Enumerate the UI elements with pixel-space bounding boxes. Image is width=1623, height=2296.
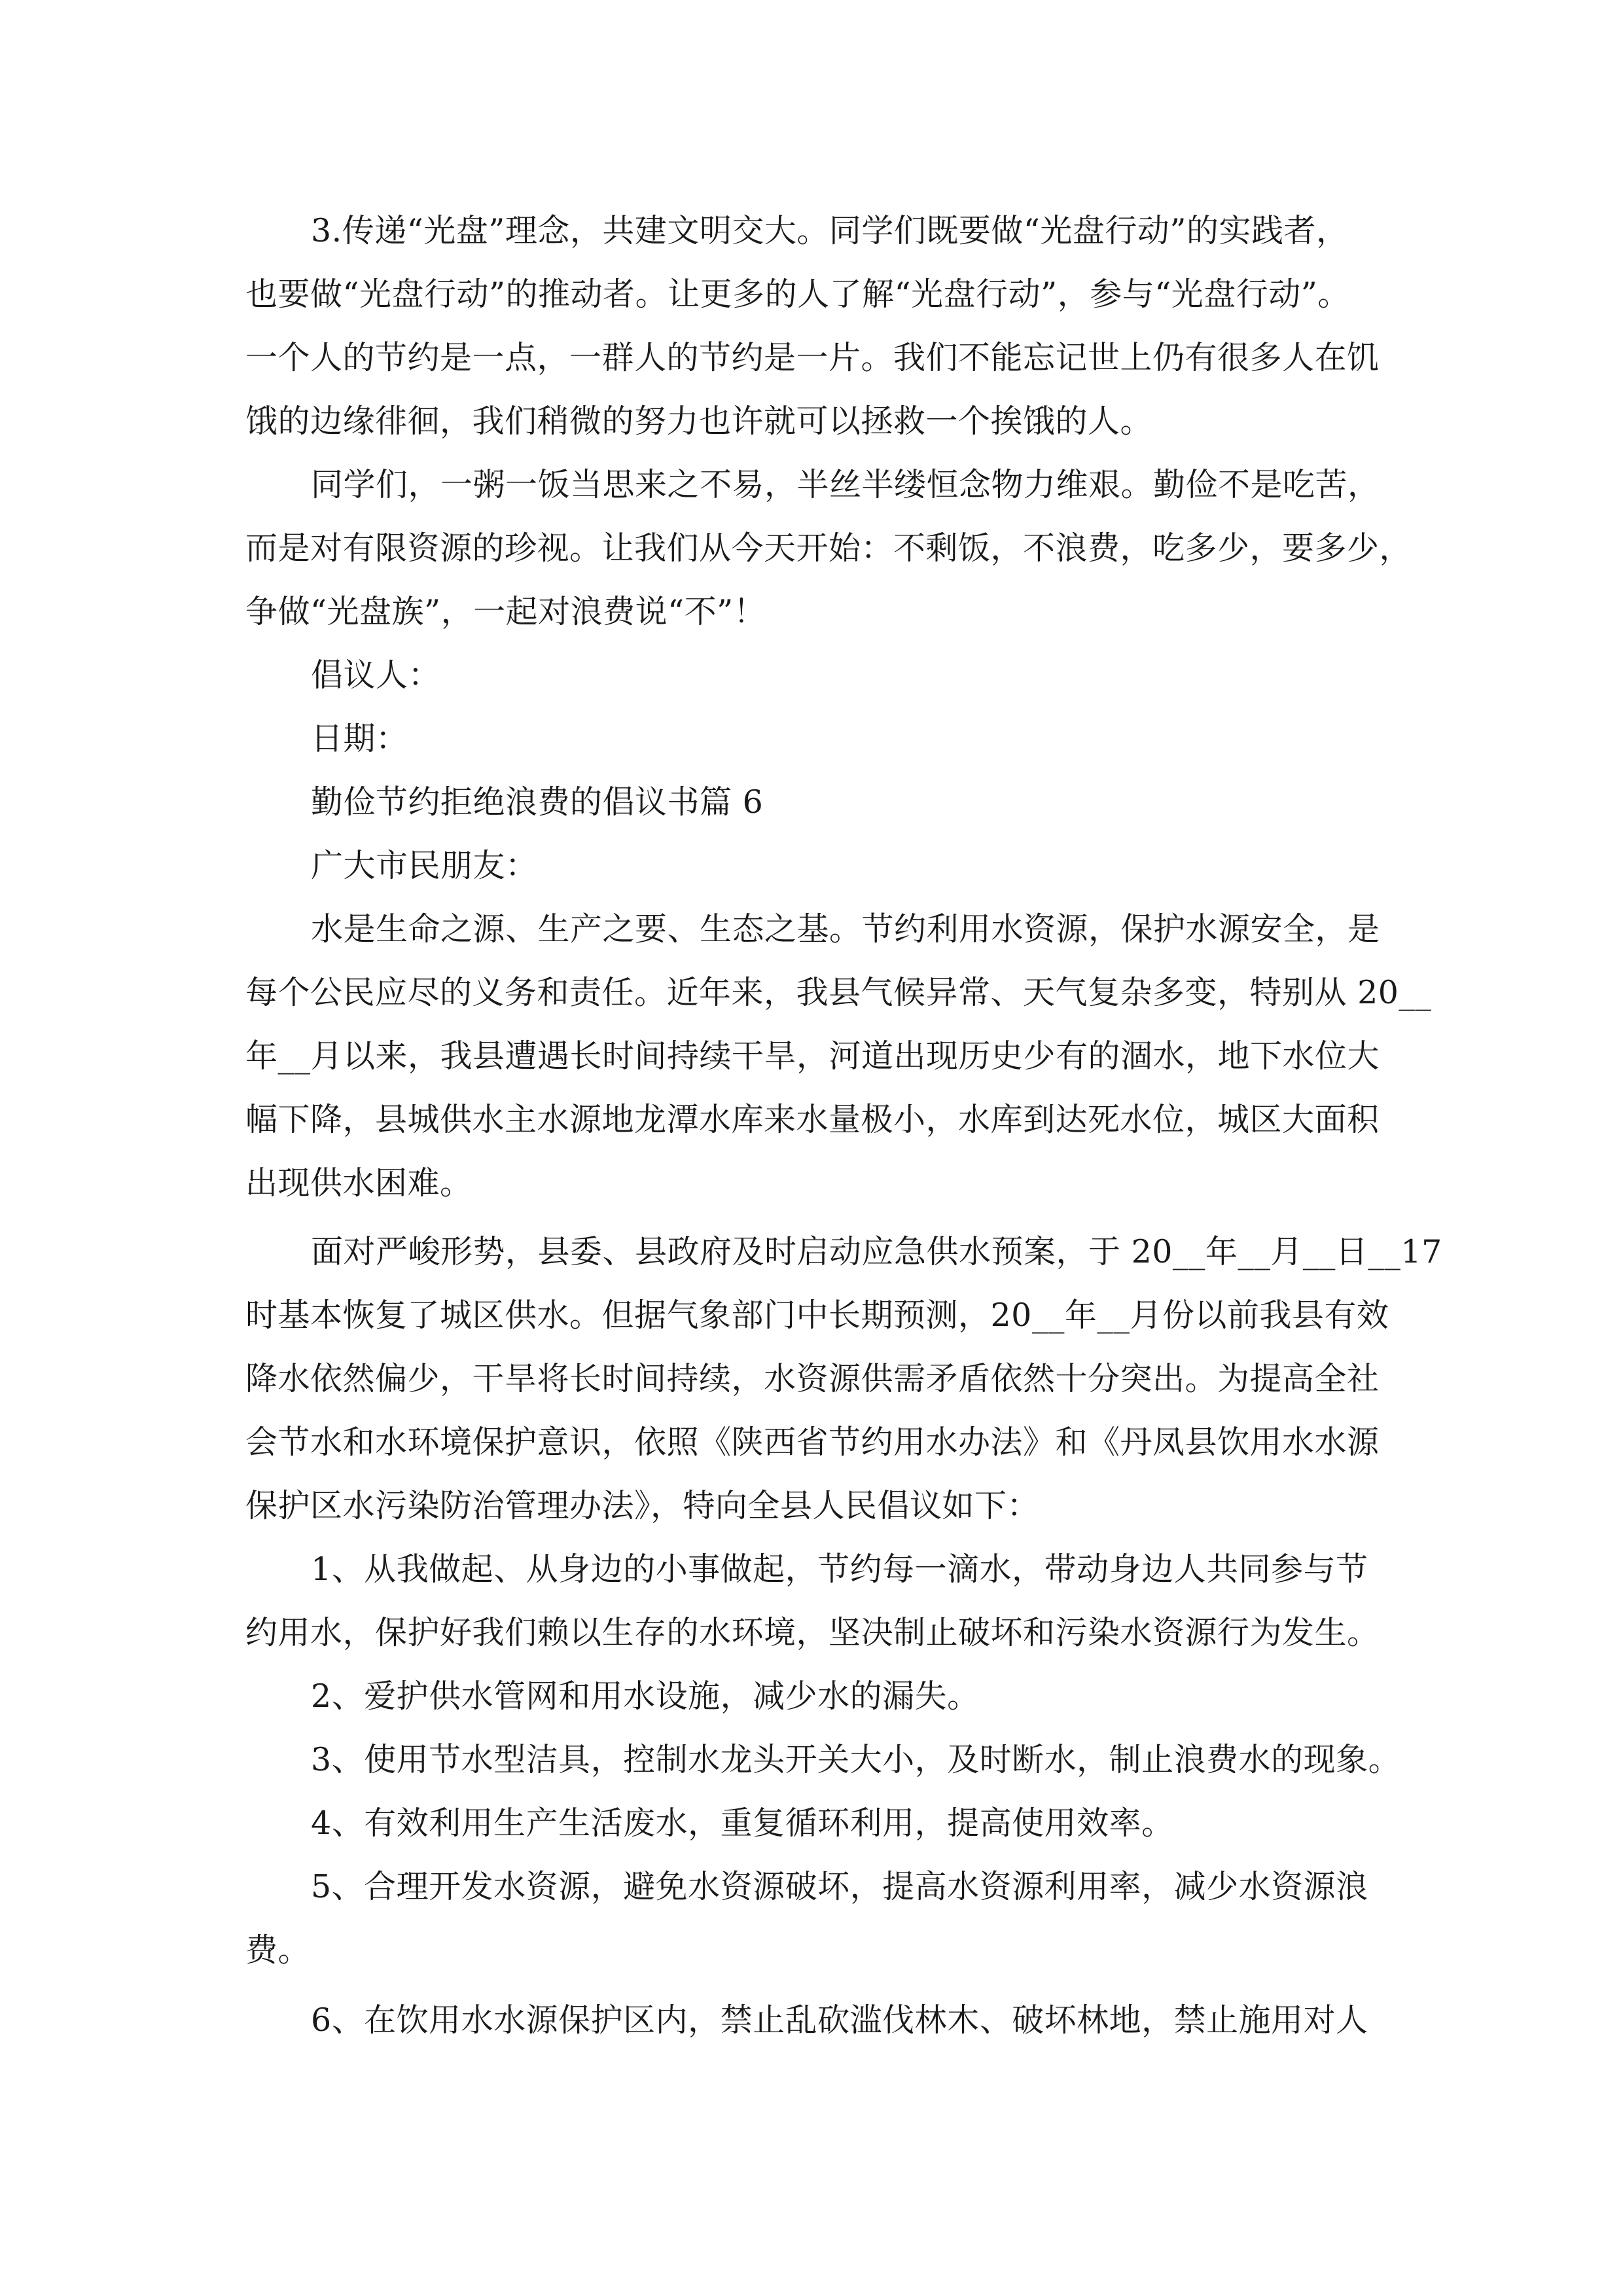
list-item-continuation: 费。 [245, 1931, 311, 1969]
paragraph-line: 降水依然偏少，干旱将长时间持续，水资源供需矛盾依然十分突出。为提高全社 [245, 1360, 1380, 1397]
list-item: 1、从我做起、从身边的小事做起，节约每一滴水，带动身边人共同参与节 [311, 1551, 1368, 1588]
list-item: 6、在饮用水水源保护区内，禁止乱砍滥伐林木、破坏林地，禁止施用对人 [311, 2001, 1368, 2039]
paragraph-line: 同学们，一粥一饭当思来之不易，半丝半缕恒念物力维艰。勤俭不是吃苦， [311, 466, 1380, 503]
paragraph-line: 年__月以来，我县遭遇长时间持续干旱，河道出现历史少有的涸水，地下水位大 [245, 1037, 1380, 1075]
list-item: 5、合理开发水资源，避免水资源破坏，提高水资源利用率，减少水资源浪 [311, 1868, 1368, 1905]
paragraph-line: 而是对有限资源的珍视。让我们从今天开始：不剩饭，不浪费，吃多少，要多少， [245, 529, 1412, 567]
paragraph-line: 也要做“光盘行动”的推动者。让更多的人了解“光盘行动”，参与“光盘行动”。 [245, 276, 1350, 313]
section-title: 勤俭节约拒绝浪费的倡议书篇 6 [311, 783, 764, 821]
paragraph-line: 一个人的节约是一点，一群人的节约是一片。我们不能忘记世上仍有很多人在饥 [245, 339, 1380, 376]
paragraph-line: 水是生命之源、生产之要、生态之基。节约利用水资源，保护水源安全，是 [311, 910, 1380, 948]
paragraph-line: 会节水和水环境保护意识，依照《陕西省节约用水办法》和《丹凤县饮用水水源 [245, 1424, 1380, 1461]
date-label: 日期： [311, 720, 408, 757]
paragraph-line: 时基本恢复了城区供水。但据气象部门中长期预测，20__年__月份以前我县有效 [245, 1297, 1389, 1334]
paragraph-line: 每个公民应尽的义务和责任。近年来，我县气候异常、天气复杂多变，特别从 20__ [245, 974, 1432, 1011]
paragraph-line: 争做“光盘族”，一起对浪费说“不”！ [245, 593, 766, 630]
list-item-continuation: 约用水，保护好我们赖以生存的水环境，坚决制止破坏和污染水资源行为发生。 [245, 1614, 1380, 1651]
paragraph-line: 保护区水污染防治管理办法》，特向全县人民倡议如下： [245, 1487, 1040, 1524]
list-item: 2、爱护供水管网和用水设施，减少水的漏失。 [311, 1677, 980, 1715]
paragraph-line: 幅下降，县城供水主水源地龙潭水库来水量极小，水库到达死水位，城区大面积 [245, 1101, 1380, 1138]
signature-label: 倡议人： [311, 656, 441, 694]
list-item: 3、使用节水型洁具，控制水龙头开关大小，及时断水，制止浪费水的现象。 [311, 1741, 1401, 1778]
paragraph-line: 面对严峻形势，县委、县政府及时启动应急供水预案，于 20__年__月__日__17 [311, 1233, 1442, 1270]
salutation: 广大市民朋友： [311, 847, 538, 884]
paragraph-line: 3.传递“光盘”理念，共建文明交大。同学们既要做“光盘行动”的实践者， [311, 212, 1349, 249]
paragraph-line: 出现供水困难。 [245, 1164, 473, 1202]
paragraph-line: 饿的边缘徘徊，我们稍微的努力也许就可以拯救一个挨饿的人。 [245, 403, 1153, 440]
list-item: 4、有效利用生产生活废水，重复循环利用，提高使用效率。 [311, 1804, 1174, 1842]
